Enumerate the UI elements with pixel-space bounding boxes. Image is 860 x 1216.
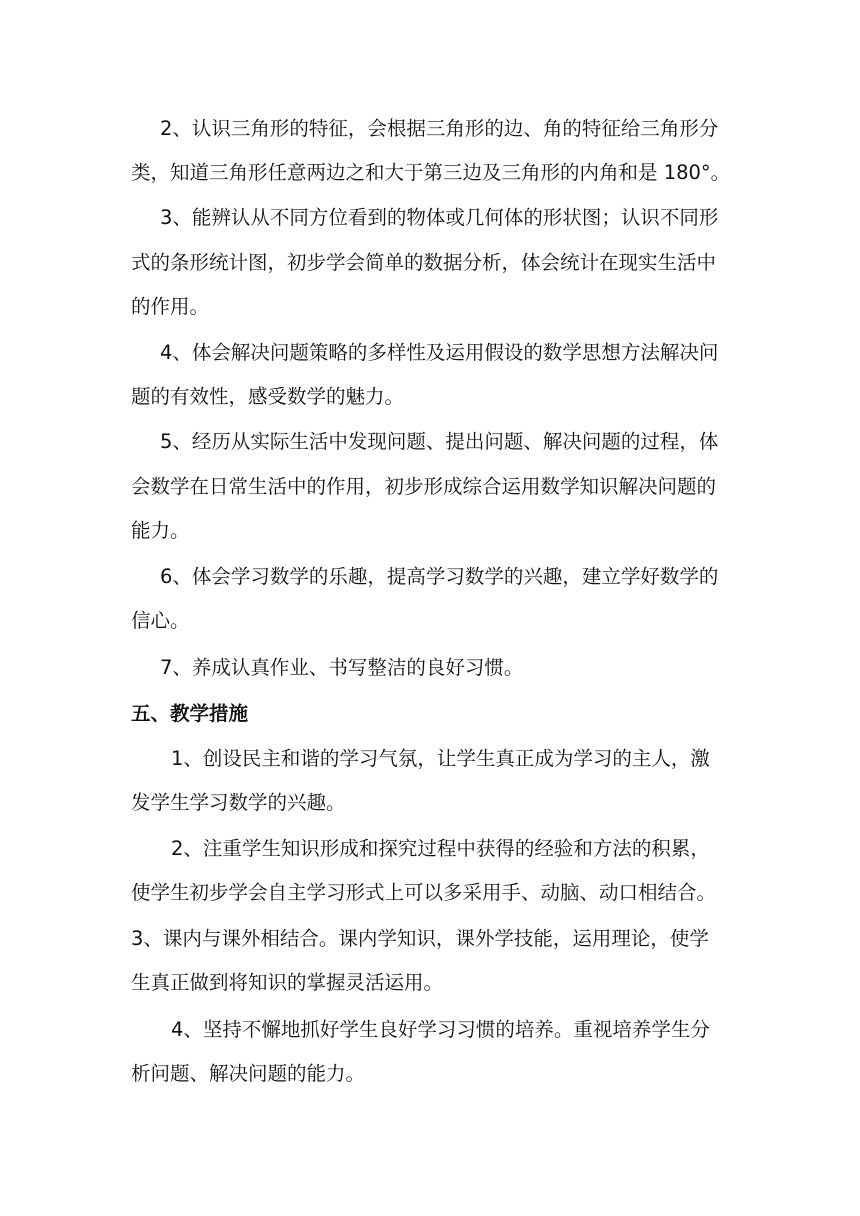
text-line: 信心。 [131, 609, 190, 632]
text-line: 7、养成认真作业、书写整洁的良好习惯。 [160, 656, 524, 679]
text-line: 3、课内与课外相结合。课内学知识，课外学技能，运用理论，使学 [131, 927, 709, 950]
text-line: 会数学在日常生活中的作用，初步形成综合运用数学知识解决问题的 [131, 475, 717, 498]
text-line: 题的有效性，感受数学的魅力。 [131, 385, 405, 408]
text-line: 类，知道三角形任意两边之和大于第三边及三角形的内角和是 180°。 [131, 161, 731, 184]
text-line: 析问题、解决问题的能力。 [131, 1062, 366, 1085]
text-line: 能力。 [131, 519, 190, 542]
text-line: 使学生初步学会自主学习形式上可以多采用手、动脑、动口相结合。 [131, 881, 717, 904]
text-line: 4、坚持不懈地抓好学生良好学习习惯的培养。重视培养学生分 [171, 1018, 710, 1041]
text-line: 5、经历从实际生活中发现问题、提出问题、解决问题的过程，体 [160, 430, 719, 453]
text-line: 发学生学习数学的兴趣。 [131, 791, 346, 814]
text-line: 式的条形统计图，初步学会简单的数据分析，体会统计在现实生活中 [131, 251, 717, 274]
text-line: 6、体会学习数学的乐趣，提高学习数学的兴趣，建立学好数学的 [160, 565, 719, 588]
text-line: 2、注重学生知识形成和探究过程中获得的经验和方法的积累， [171, 837, 710, 860]
text-line: 3、能辨认从不同方位看到的物体或几何体的形状图；认识不同形 [160, 206, 719, 229]
text-line: 4、体会解决问题策略的多样性及运用假设的数学思想方法解决问 [160, 341, 719, 364]
text-line: 生真正做到将知识的掌握灵活运用。 [131, 971, 444, 994]
section-heading: 五、教学措施 [131, 702, 249, 725]
text-line: 1、创设民主和谐的学习气氛，让学生真正成为学习的主人，激 [171, 747, 710, 770]
text-line: 2、认识三角形的特征，会根据三角形的边、角的特征给三角形分 [160, 117, 719, 140]
text-line: 的作用。 [131, 295, 210, 318]
